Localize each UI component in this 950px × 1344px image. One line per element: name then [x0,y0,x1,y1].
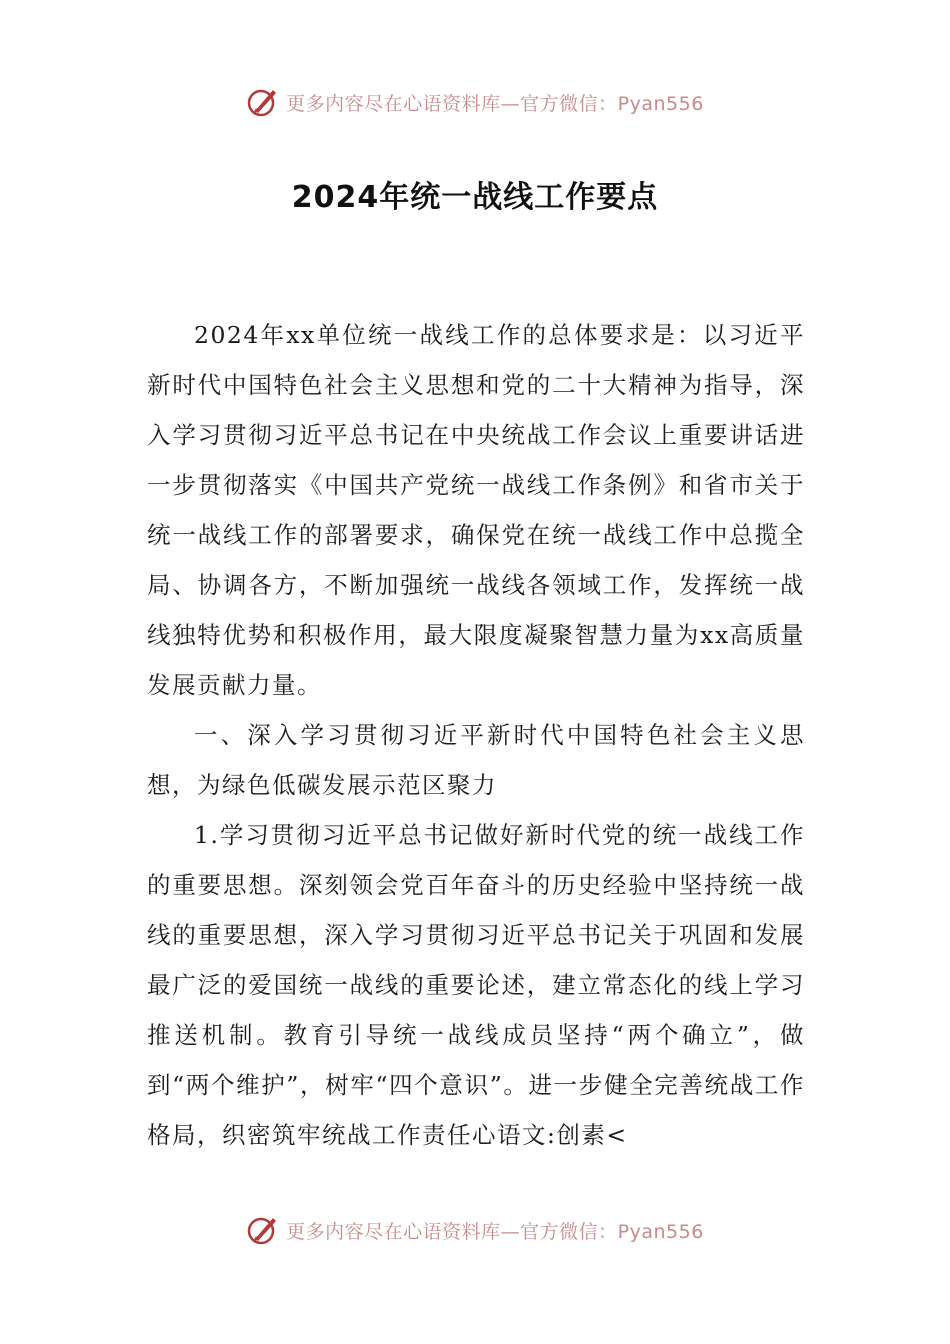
banner-slogan: 更多内容尽在心语资料库—官方微信： [286,92,618,115]
paragraph-item-1: 1.学习贯彻习近平总书记做好新时代党的统一战线工作的重要思想。深刻领会党百年奋斗的历史经验中坚持统一战线的重要思想，深入学习贯彻习近平总书记关于巩固和发展最广泛的爱国统一战线的重要论述，建立常态化的线上学习推送机制。教育引导统一战线成员坚持“两个确立”，做到“两个维护”，树牢“四个意识”。进一步健全完善统战工作格局，织密筑牢统战工作责任心语文:创素< [147,821,805,1149]
document-title: 2024年统一战线工作要点 [291,180,659,215]
banner-slogan: 更多内容尽在心语资料库—官方微信： [286,1220,618,1243]
footer-watermark-banner [0,1210,950,1250]
banner-text [286,1217,704,1244]
banner-wechat-id: Pyan556 [617,92,704,115]
paragraph-intro: 2024年xx单位统一战线工作的总体要求是：以习近平新时代中国特色社会主义思想和党的二十大精神为指导，深入学习贯彻习近平总书记在中央统战工作会议上重要讲话进一步贯彻落实《中国共产党统一战线工作条例》和省市关于统一战线工作的部署要求，确保党在统一战线工作中总揽全局、协调各方，不断加强统一战线各领域工作，发挥统一战线独特优势和积极作用，最大限度凝聚智慧力量为xx高质量发展贡献力量。 [147,321,805,699]
paragraph-section-heading: 一、深入学习贯彻习近平新时代中国特色社会主义思想，为绿色低碳发展示范区聚力 [147,721,805,799]
banner-wechat-id: Pyan556 [617,1220,704,1243]
quill-logo-icon [246,1214,280,1246]
quill-logo-icon [246,86,280,118]
document-body [147,310,805,1160]
header-watermark-banner [0,82,950,122]
banner-text [286,89,704,116]
